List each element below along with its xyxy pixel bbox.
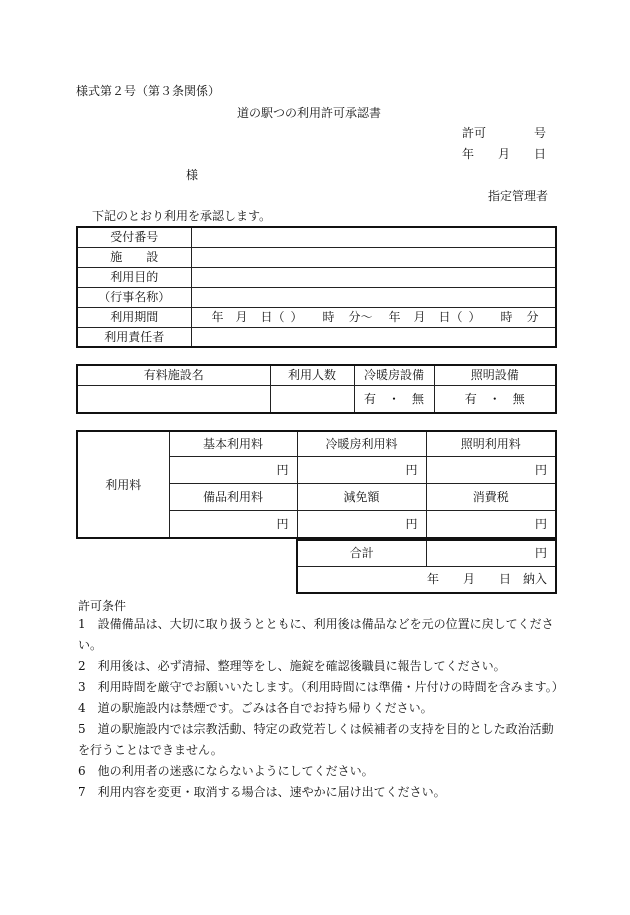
period-part: 分～ (348, 310, 373, 324)
period-part: 時 (322, 310, 335, 324)
paid-facility-header: 有料施設名 (77, 365, 270, 385)
basic-fee-header: 基本利用料 (169, 431, 297, 456)
total-table (296, 539, 557, 594)
manager-in-charge-field[interactable] (191, 327, 556, 347)
lighting-header: 照明設備 (434, 365, 556, 385)
purpose-label: 利用目的 (77, 267, 191, 287)
manager-in-charge-label: 利用責任者 (77, 327, 191, 347)
basic-fee-field[interactable]: 円 (169, 456, 297, 483)
condition-item: 7 利用内容を変更・取消する場合は、速やかに届け出てください。 (78, 785, 446, 799)
info-table (76, 226, 557, 348)
total-field[interactable]: 円 (426, 540, 556, 566)
period-part: 月 (235, 310, 248, 324)
condition-item: 4 道の駅施設内は禁煙です。ごみは各自でお持ち帰りください。 (78, 701, 433, 715)
aircon-options[interactable]: 有 ・ 無 (354, 385, 434, 413)
purpose-field[interactable] (191, 267, 556, 287)
form-number: 様式第２号（第３条関係） (76, 84, 221, 98)
manager-label: 指定管理者 (488, 189, 549, 203)
period-field[interactable] (191, 307, 556, 327)
discount-header: 減免額 (297, 483, 426, 510)
user-count-header: 利用人数 (270, 365, 354, 385)
aircon-fee-header: 冷暖房利用料 (297, 431, 426, 456)
equipment-fee-field[interactable]: 円 (169, 510, 297, 538)
condition-item: 2 利用後は、必ず清掃、整理等をし、施錠を確認後職員に報告してください。 (78, 659, 506, 673)
period-part: ） (290, 310, 303, 324)
lighting-options[interactable]: 有 ・ 無 (434, 385, 556, 413)
facility-label: 施 設 (77, 247, 191, 267)
paid-facility-field[interactable] (77, 385, 270, 413)
facility-table (76, 364, 557, 414)
condition-item: 1 設備備品は、大切に取り扱うとともに、利用後は備品などを元の位置に戻してください。 (78, 617, 554, 652)
period-part: 時 (500, 310, 513, 324)
total-label: 合計 (297, 540, 426, 566)
lighting-fee-header: 照明利用料 (426, 431, 556, 456)
fee-table (76, 430, 557, 539)
consumption-tax-header: 消費税 (426, 483, 556, 510)
aircon-header: 冷暖房設備 (354, 365, 434, 385)
period-part: 分 (526, 310, 539, 324)
condition-item: 3 利用時間を厳守でお願いいたします。（利用時間には準備・片付けの時間を含みます。） (78, 680, 564, 694)
equipment-fee-header: 備品利用料 (169, 483, 297, 510)
period-part: 月 (413, 310, 426, 324)
receipt-number-label: 受付番号 (77, 227, 191, 247)
addressee-suffix: 様 (186, 168, 199, 182)
period-part: 日（ (438, 310, 463, 324)
consumption-tax-field[interactable]: 円 (426, 510, 556, 538)
conditions-list (78, 614, 564, 803)
conditions-heading: 許可条件 (78, 599, 127, 613)
period-label: 利用期間 (77, 307, 191, 327)
condition-item: 5 道の駅施設内では宗教活動、特定の政党若しくは候補者の支持を目的とした政治活動を行うことはできません。 (78, 722, 554, 757)
fee-row-label: 利用料 (77, 431, 169, 538)
issue-date-label: 年 月 日 (462, 147, 547, 161)
facility-field[interactable] (191, 247, 556, 267)
period-part: 年 (211, 310, 224, 324)
condition-item: 6 他の利用者の迷惑にならないようにしてください。 (78, 764, 374, 778)
aircon-fee-field[interactable]: 円 (297, 456, 426, 483)
user-count-field[interactable] (270, 385, 354, 413)
lighting-fee-field[interactable]: 円 (426, 456, 556, 483)
event-name-field[interactable] (191, 287, 556, 307)
period-part: 日（ (260, 310, 285, 324)
period-part: 年 (388, 310, 401, 324)
receipt-number-field[interactable] (191, 227, 556, 247)
payment-date-field[interactable]: 年 月 日 納入 (297, 566, 556, 593)
permit-number-label: 許可 号 (462, 126, 547, 140)
intro-text: 下記のとおり利用を承認します。 (92, 209, 272, 223)
discount-field[interactable]: 円 (297, 510, 426, 538)
event-name-label: （行事名称） (77, 287, 191, 307)
period-part: ） (468, 310, 481, 324)
document-title: 道の駅つの利用許可承認書 (237, 106, 382, 120)
